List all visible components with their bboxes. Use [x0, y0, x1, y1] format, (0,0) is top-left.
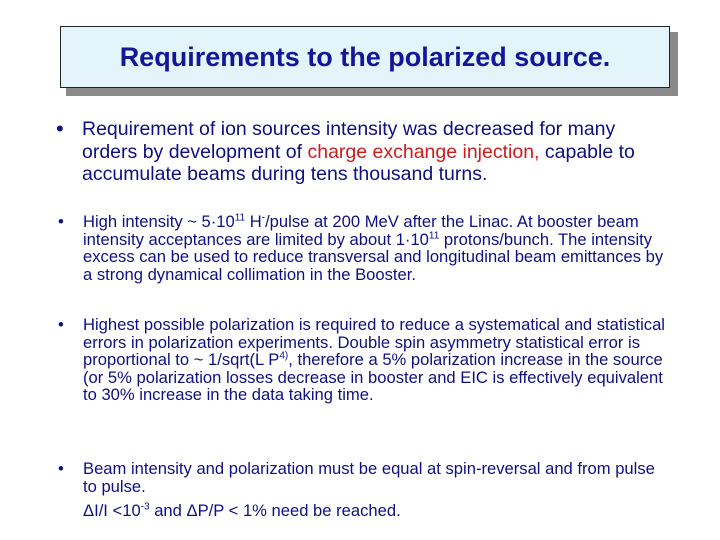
- bullet-text-part: Highest possible polarization is required to reduce a systematical and statistical errors in polarization experiments. Double spin asymmetry statistical error is proportional to ~ 1/sqrt(L P: [83, 315, 665, 369]
- bullet-text-part: Requirement of ion sources intensity was decreased for many orders by development of: [82, 118, 616, 163]
- bullet-text-part: , therefore a 5% polarization increase in the source (or 5% polarization losses decrease in booster and EIC is effectively equivalent to 30% increase in the data taking time.: [83, 350, 663, 404]
- superscript: -: [261, 212, 266, 224]
- requirement-line: [83, 502, 668, 520]
- bullet-text-part: High intensity ~ 5·10: [83, 212, 235, 231]
- title-box: [60, 26, 670, 88]
- bullet-marker: •: [58, 459, 64, 478]
- bullet-text: [83, 460, 668, 520]
- bullet-text: [83, 316, 668, 404]
- superscript: 11: [428, 229, 440, 241]
- highlight-text: charge exchange injection,: [307, 140, 540, 163]
- bullet-text-part: /pulse at 200 MeV after the Linac. At booster beam intensity acceptances are limited by about 1·10: [83, 212, 639, 249]
- superscript: 4): [279, 350, 289, 362]
- bullet-marker: •: [58, 212, 64, 231]
- bullet-text-part: protons/bunch. The intensity excess can be used to reduce transversal and longitudinal beam emittances by a strong dynamical collimation in the Booster.: [83, 229, 664, 284]
- superscript: 11: [234, 212, 246, 224]
- bullet-marker: •: [58, 315, 64, 334]
- bullet-text: [83, 213, 668, 283]
- bullet-text: [82, 118, 666, 186]
- requirement-text-part: ΔI/I <10: [83, 501, 141, 520]
- bullet-text-part: capable to accumulate beams during tens thousand turns.: [82, 140, 635, 185]
- requirement-text-part: and ΔP/P < 1% need be reached.: [149, 501, 401, 520]
- bullet-text-part: H: [245, 212, 262, 231]
- bullet-text-part: Beam intensity and polarization must be equal at spin-reversal and from pulse to pulse.: [83, 459, 655, 496]
- page-title: Requirements to the polarized source.: [119, 41, 611, 72]
- bullet-marker: •: [56, 116, 64, 141]
- superscript: -3: [140, 501, 150, 513]
